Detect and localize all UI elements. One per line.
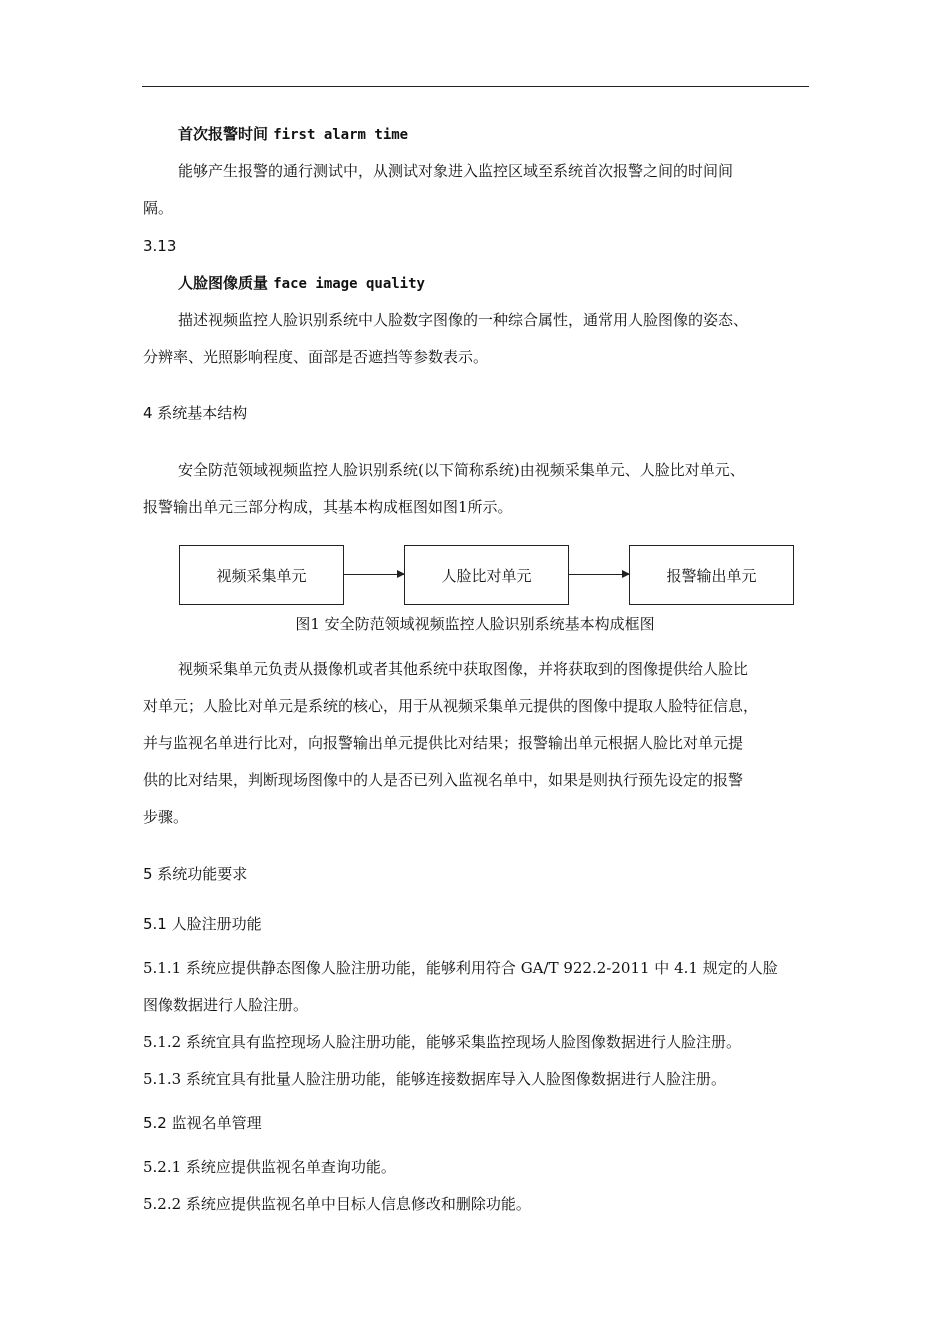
clause-line: 5.2.1 系统应提供监视名单查询功能。: [143, 1158, 396, 1176]
paragraph-line: 并与监视名单进行比对，向报警输出单元提供比对结果；报警输出单元根据人脸比对单元提: [143, 734, 744, 752]
term-definition-line: 分辨率、光照影响程度、面部是否遮挡等参数表示。: [143, 348, 489, 366]
clause-line: 5.1.3 系统宜具有批量人脸注册功能，能够连接数据库导入人脸图像数据进行人脸注册。: [143, 1070, 726, 1088]
clause-line: 图像数据进行人脸注册。: [143, 996, 309, 1014]
diagram-box-alarm-output: 报警输出单元: [629, 545, 794, 605]
term-en: face image quality: [273, 276, 425, 292]
subsection-heading-5-2: 5.2 监视名单管理: [143, 1114, 262, 1132]
diagram-box-face-compare: 人脸比对单元: [404, 545, 569, 605]
clause-number: 3.13: [143, 237, 177, 255]
figure-caption: 图1 安全防范领域视频监控人脸识别系统基本构成框图: [295, 615, 655, 633]
term-en: first alarm time: [273, 127, 409, 143]
paragraph-line: 安全防范领域视频监控人脸识别系统(以下简称系统)由视频采集单元、人脸比对单元、: [178, 461, 745, 479]
term-title-face-image-quality: [178, 273, 425, 294]
header-rule: [142, 86, 809, 87]
paragraph-line: 报警输出单元三部分构成，其基本构成框图如图1所示。: [143, 498, 513, 516]
diagram-arrow: [569, 574, 629, 575]
term-title-first-alarm-time: [178, 124, 408, 145]
term-definition-line: 能够产生报警的通行测试中，从测试对象进入监控区域至系统首次报警之间的时间间: [178, 162, 734, 180]
clause-line: 5.1.1 系统应提供静态图像人脸注册功能，能够利用符合 GA/T 922.2-2011 中 4.1 规定的人脸: [143, 959, 778, 977]
paragraph-line: 供的比对结果，判断现场图像中的人是否已列入监视名单中，如果是则执行预先设定的报警: [143, 771, 744, 789]
term-definition-line: 隔。: [143, 199, 174, 217]
term-definition-line: 描述视频监控人脸识别系统中人脸数字图像的一种综合属性，通常用人脸图像的姿态、: [178, 311, 749, 329]
term-zh: 首次报警时间: [178, 125, 269, 143]
diagram-arrow: [344, 574, 404, 575]
clause-line: 5.2.2 系统应提供监视名单中目标人信息修改和删除功能。: [143, 1195, 531, 1213]
paragraph-line: 视频采集单元负责从摄像机或者其他系统中获取图像，并将获取到的图像提供给人脸比: [178, 660, 749, 678]
section-heading-4: 4 系统基本结构: [143, 404, 248, 422]
subsection-heading-5-1: 5.1 人脸注册功能: [143, 915, 262, 933]
paragraph-line: 步骤。: [143, 808, 189, 826]
term-zh: 人脸图像质量: [178, 274, 269, 292]
diagram-box-video-capture: 视频采集单元: [179, 545, 344, 605]
paragraph-line: 对单元；人脸比对单元是系统的核心，用于从视频采集单元提供的图像中提取人脸特征信息，: [143, 697, 759, 715]
clause-line: 5.1.2 系统宜具有监控现场人脸注册功能，能够采集监控现场人脸图像数据进行人脸注册。: [143, 1033, 741, 1051]
section-heading-5: 5 系统功能要求: [143, 865, 248, 883]
